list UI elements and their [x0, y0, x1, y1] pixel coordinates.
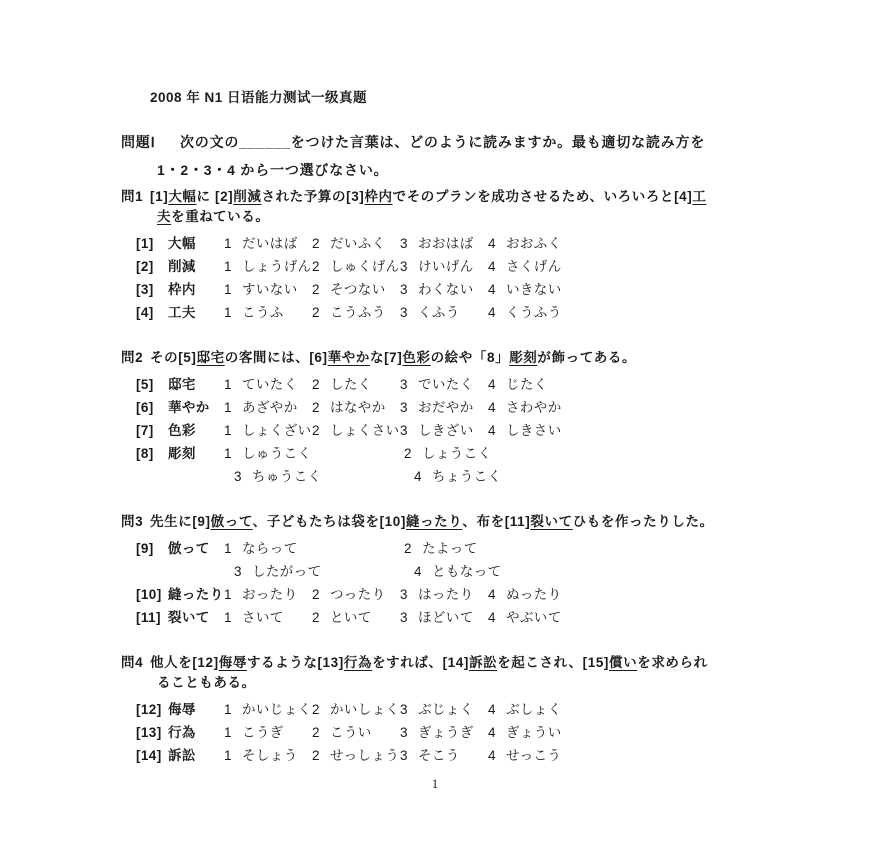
- sentence-segment: 先生に: [150, 514, 193, 529]
- option-number: 4: [488, 305, 496, 320]
- option-row: [0, 396, 870, 419]
- option-row: [0, 419, 870, 442]
- option-reading: しょうげん: [242, 259, 312, 274]
- answer-option: [312, 232, 400, 255]
- sentence-segment: 「8」: [472, 350, 510, 365]
- sentence-segment: するような: [246, 655, 318, 670]
- answer-option: [224, 537, 404, 560]
- item-word: 裂いて: [168, 610, 210, 625]
- option-reading: せっこう: [506, 748, 562, 763]
- problem-instructions-line2: 1・2・3・4 から一つ選びなさい。: [157, 162, 389, 178]
- answer-option: [404, 537, 584, 560]
- option-number: 2: [312, 305, 320, 320]
- option-number: 2: [312, 377, 320, 392]
- answer-option: [400, 606, 488, 629]
- answer-option: [414, 560, 594, 583]
- item-word: 倣って: [168, 541, 210, 556]
- answer-option: [488, 232, 576, 255]
- answer-option: [400, 419, 488, 442]
- item-number: [3]: [136, 282, 154, 297]
- sentence-segment: [4]: [674, 189, 693, 204]
- question-number-label: 問1: [121, 189, 144, 204]
- question-block: [0, 512, 870, 629]
- item-number: [8]: [136, 446, 154, 461]
- sentence-segment: 他人を: [150, 655, 193, 670]
- underlined-term: 裂いて: [530, 514, 573, 529]
- option-reading: ていたく: [242, 377, 298, 392]
- option-number: 4: [488, 587, 496, 602]
- underlined-term: 色彩: [402, 350, 431, 365]
- answer-option: [404, 442, 584, 465]
- sentence-segment: [1]: [150, 189, 169, 204]
- answer-option: [312, 606, 400, 629]
- sentence-segment: が飾ってある。: [537, 350, 637, 365]
- option-number: 3: [400, 259, 408, 274]
- option-number: 4: [414, 564, 422, 579]
- option-number: 4: [488, 236, 496, 251]
- option-reading: こうふ: [242, 305, 284, 320]
- question-sentence-line: [0, 207, 870, 227]
- answer-option: [488, 419, 576, 442]
- option-number: 1: [224, 541, 232, 556]
- option-number: 1: [224, 423, 232, 438]
- option-number: 2: [404, 446, 412, 461]
- answer-option: [488, 606, 576, 629]
- option-reading: ほどいて: [418, 610, 474, 625]
- sentence-segment: な: [369, 350, 385, 365]
- item-number: [14]: [136, 748, 162, 763]
- option-reading: おおふく: [506, 236, 562, 251]
- option-number: 1: [224, 610, 232, 625]
- option-number: 1: [224, 748, 232, 763]
- answer-option: [414, 465, 594, 488]
- item-word: 華やか: [168, 400, 210, 415]
- option-reading: おったり: [242, 587, 298, 602]
- option-reading: やぶいて: [506, 610, 562, 625]
- answer-option: [488, 721, 576, 744]
- item-word: 縫ったり: [168, 587, 224, 602]
- answer-option: [312, 744, 400, 767]
- item-number: [6]: [136, 400, 154, 415]
- answer-option: [312, 301, 400, 324]
- option-number: 3: [400, 236, 408, 251]
- underlined-term: 縫ったり: [405, 514, 463, 529]
- option-number: 3: [234, 469, 242, 484]
- option-reading: けいげん: [418, 259, 474, 274]
- option-number: 4: [488, 377, 496, 392]
- answer-option: [488, 744, 576, 767]
- item-number: [11]: [136, 610, 161, 625]
- item-number: [1]: [136, 236, 154, 251]
- option-reading: だいはば: [242, 236, 298, 251]
- answer-option: [312, 278, 400, 301]
- sentence-segment: をすれば、: [372, 655, 443, 670]
- sentence-segment: [6]: [309, 350, 328, 365]
- option-reading: いきない: [506, 282, 562, 297]
- option-reading: おだやか: [418, 400, 474, 415]
- option-reading: そしょう: [242, 748, 298, 763]
- underlined-term: 訴訟: [468, 655, 498, 670]
- option-reading: しきざい: [418, 423, 474, 438]
- sentence-segment: を起こされ、: [497, 655, 583, 670]
- questions-container: [0, 187, 870, 791]
- option-number: 3: [400, 423, 408, 438]
- option-reading: しきさい: [506, 423, 562, 438]
- answer-option: [488, 698, 576, 721]
- option-row: [0, 698, 870, 721]
- answer-option: [488, 278, 576, 301]
- option-reading: はなやか: [330, 400, 386, 415]
- underlined-term: 華やか: [327, 350, 370, 365]
- option-reading: しゅうこく: [242, 446, 312, 461]
- sentence-segment: でそのプランを成功させるため、いろいろと: [392, 189, 675, 204]
- option-number: 1: [224, 587, 232, 602]
- sentence-segment: [2]: [214, 189, 234, 204]
- answer-option: [488, 373, 576, 396]
- document-title: 2008 年 N1 日语能力测试一级真题: [150, 90, 368, 105]
- option-number: 3: [400, 400, 408, 415]
- sentence-segment: 、布を: [462, 514, 505, 529]
- question-sentence-line: [0, 512, 870, 532]
- option-reading: といて: [330, 610, 372, 625]
- option-number: 2: [312, 259, 320, 274]
- option-reading: ちょうこく: [432, 469, 502, 484]
- option-reading: でいたく: [418, 377, 474, 392]
- answer-option: [224, 396, 312, 419]
- answer-option: [224, 301, 312, 324]
- answer-option: [312, 373, 400, 396]
- option-reading: つったり: [330, 587, 386, 602]
- answer-option: [234, 465, 414, 488]
- option-row: [0, 301, 870, 324]
- option-reading: くうふう: [506, 305, 562, 320]
- option-number: 4: [488, 400, 496, 415]
- answer-option: [234, 560, 414, 583]
- option-number: 1: [224, 236, 232, 251]
- answer-option: [312, 419, 400, 442]
- answer-items: [0, 698, 870, 767]
- option-reading: ちゅうこく: [252, 469, 322, 484]
- option-row: [0, 537, 870, 560]
- option-row: [0, 744, 870, 767]
- answer-option: [400, 278, 488, 301]
- option-number: 4: [488, 725, 496, 740]
- question-sentence-line: [0, 653, 870, 673]
- option-number: 4: [488, 423, 496, 438]
- option-row: [0, 442, 870, 465]
- sentence-segment: [13]: [317, 655, 344, 670]
- option-number: 3: [400, 305, 408, 320]
- question-block: [0, 348, 870, 488]
- option-row: [0, 583, 870, 606]
- option-number: 3: [400, 377, 408, 392]
- underlined-term: 償い: [609, 655, 638, 670]
- answer-option: [224, 232, 312, 255]
- answer-option: [224, 698, 312, 721]
- underlined-term: 邸宅: [196, 350, 225, 365]
- option-row: [0, 232, 870, 255]
- answer-option: [224, 606, 312, 629]
- sentence-segment: その: [150, 350, 179, 365]
- option-reading: かいじょく: [242, 702, 312, 717]
- option-reading: ぶじょく: [418, 702, 474, 717]
- option-reading: さいて: [242, 610, 284, 625]
- item-number: [7]: [136, 423, 154, 438]
- underlined-term: 工: [692, 189, 707, 204]
- problem-number-label: 問題Ⅰ: [121, 134, 156, 150]
- option-reading: せっしょう: [330, 748, 400, 763]
- item-word: 枠内: [168, 282, 196, 297]
- option-reading: こうふう: [330, 305, 386, 320]
- item-number: [5]: [136, 377, 154, 392]
- problem-heading: [121, 132, 705, 152]
- option-number: 2: [312, 282, 320, 297]
- option-reading: あざやか: [242, 400, 298, 415]
- option-row: [0, 721, 870, 744]
- option-reading: そこう: [418, 748, 460, 763]
- item-word: 彫刻: [168, 446, 196, 461]
- option-row: [0, 278, 870, 301]
- question-number-label: 問2: [121, 350, 144, 365]
- option-reading: ぎょうい: [506, 725, 562, 740]
- option-row: [0, 560, 870, 583]
- option-number: 3: [234, 564, 242, 579]
- option-number: 3: [400, 587, 408, 602]
- option-reading: たよって: [422, 541, 478, 556]
- item-word: 削減: [168, 259, 196, 274]
- item-number: [13]: [136, 725, 162, 740]
- answer-option: [224, 744, 312, 767]
- sentence-segment: [3]: [346, 189, 365, 204]
- answer-option: [400, 583, 488, 606]
- option-number: 1: [224, 400, 232, 415]
- answer-option: [224, 278, 312, 301]
- question-block: [0, 187, 870, 324]
- option-reading: じたく: [506, 377, 548, 392]
- sentence-segment: に: [196, 189, 215, 204]
- question-sentence-line: [0, 187, 870, 207]
- answer-items: [0, 537, 870, 629]
- item-word: 色彩: [168, 423, 196, 438]
- sentence-segment: [12]: [192, 655, 219, 670]
- item-word: 邸宅: [168, 377, 196, 392]
- option-reading: ぎょうぎ: [418, 725, 474, 740]
- item-number: [10]: [136, 587, 162, 602]
- option-number: 2: [312, 610, 320, 625]
- question-sentence-line: [0, 673, 870, 693]
- option-row: [0, 465, 870, 488]
- item-number: [4]: [136, 305, 154, 320]
- option-number: 4: [414, 469, 422, 484]
- option-row: [0, 373, 870, 396]
- option-reading: おおはば: [418, 236, 474, 251]
- option-reading: そつない: [330, 282, 386, 297]
- sentence-segment: [11]: [504, 514, 531, 529]
- answer-option: [488, 583, 576, 606]
- answer-option: [224, 419, 312, 442]
- answer-option: [312, 698, 400, 721]
- option-reading: したがって: [252, 564, 322, 579]
- answer-option: [224, 442, 404, 465]
- question-number-label: 問4: [121, 655, 144, 670]
- item-word: 行為: [168, 725, 196, 740]
- item-word: 工夫: [168, 305, 196, 320]
- underlined-term: 彫刻: [509, 350, 538, 365]
- sentence-segment: の客間には、: [224, 350, 310, 365]
- option-reading: ぶしょく: [506, 702, 562, 717]
- answer-items: [0, 373, 870, 488]
- sentence-segment: ひもを作ったりした。: [572, 514, 714, 529]
- answer-option: [400, 698, 488, 721]
- option-number: 1: [224, 259, 232, 274]
- answer-option: [224, 255, 312, 278]
- option-reading: すいない: [242, 282, 298, 297]
- option-number: 2: [312, 236, 320, 251]
- option-reading: しゅくげん: [330, 259, 400, 274]
- option-number: 1: [224, 305, 232, 320]
- option-reading: ならって: [242, 541, 298, 556]
- sentence-segment: を重ねている。: [171, 209, 270, 224]
- answer-option: [400, 396, 488, 419]
- underlined-term: 夫: [157, 209, 172, 224]
- sentence-segment: [15]: [582, 655, 610, 670]
- sentence-segment: [9]: [192, 514, 211, 529]
- option-number: 2: [312, 748, 320, 763]
- sentence-segment: [14]: [442, 655, 469, 670]
- answer-items: [0, 232, 870, 324]
- sentence-segment: [7]: [384, 350, 403, 365]
- underlined-term: 倣って: [210, 514, 253, 529]
- option-reading: ぬったり: [506, 587, 562, 602]
- answer-option: [400, 255, 488, 278]
- item-number: [9]: [136, 541, 154, 556]
- option-reading: わくない: [418, 282, 474, 297]
- option-reading: さわやか: [506, 400, 562, 415]
- page-number: 1: [431, 776, 439, 791]
- sentence-segment: 、子どもたちは袋を: [252, 514, 380, 529]
- answer-option: [312, 396, 400, 419]
- option-reading: しょくざい: [242, 423, 312, 438]
- question-block: [0, 653, 870, 767]
- answer-option: [488, 301, 576, 324]
- option-reading: さくげん: [506, 259, 562, 274]
- question-number-label: 問3: [121, 514, 144, 529]
- answer-option: [224, 373, 312, 396]
- option-number: 3: [400, 748, 408, 763]
- option-number: 4: [488, 748, 496, 763]
- option-number: 4: [488, 259, 496, 274]
- sentence-segment: [10]: [379, 514, 406, 529]
- option-reading: しょうこく: [422, 446, 492, 461]
- option-row: [0, 606, 870, 629]
- option-reading: だいふく: [330, 236, 386, 251]
- underlined-term: 大幅: [168, 189, 197, 204]
- option-reading: したく: [330, 377, 372, 392]
- option-number: 2: [312, 587, 320, 602]
- answer-option: [224, 583, 312, 606]
- underlined-term: 枠内: [364, 189, 393, 204]
- option-number: 4: [488, 610, 496, 625]
- item-word: 侮辱: [168, 702, 196, 717]
- option-reading: ともなって: [432, 564, 502, 579]
- option-number: 2: [312, 400, 320, 415]
- option-number: 2: [312, 725, 320, 740]
- option-row: [0, 255, 870, 278]
- answer-option: [400, 373, 488, 396]
- answer-option: [400, 301, 488, 324]
- item-number: [12]: [136, 702, 162, 717]
- sentence-segment: の絵や: [430, 350, 473, 365]
- answer-option: [312, 721, 400, 744]
- underlined-term: 削減: [233, 189, 262, 204]
- question-sentence-line: [0, 348, 870, 368]
- option-number: 3: [400, 282, 408, 297]
- underlined-term: 行為: [343, 655, 373, 670]
- item-word: 大幅: [168, 236, 196, 251]
- option-number: 1: [224, 282, 232, 297]
- option-reading: こうぎ: [242, 725, 284, 740]
- sentence-segment: ることもある。: [157, 675, 256, 690]
- item-word: 訴訟: [168, 748, 196, 763]
- item-number: [2]: [136, 259, 154, 274]
- option-reading: くふう: [418, 305, 460, 320]
- sentence-segment: された予算の: [261, 189, 347, 204]
- answer-option: [224, 721, 312, 744]
- option-number: 1: [224, 446, 232, 461]
- sentence-segment: を求められ: [637, 655, 708, 670]
- option-number: 1: [224, 725, 232, 740]
- option-number: 2: [312, 702, 320, 717]
- option-number: 1: [224, 702, 232, 717]
- problem-instructions-line1: 次の文の______をつけた言葉は、どのように読みますか。最も適切な読み方を: [180, 134, 706, 150]
- answer-option: [488, 396, 576, 419]
- option-reading: しょくさい: [330, 423, 400, 438]
- option-reading: かいしょく: [330, 702, 400, 717]
- option-number: 3: [400, 610, 408, 625]
- option-number: 2: [404, 541, 412, 556]
- option-number: 1: [224, 377, 232, 392]
- answer-option: [312, 583, 400, 606]
- option-reading: こうい: [330, 725, 372, 740]
- option-number: 3: [400, 702, 408, 717]
- answer-option: [400, 721, 488, 744]
- answer-option: [400, 232, 488, 255]
- answer-option: [312, 255, 400, 278]
- option-number: 3: [400, 725, 408, 740]
- answer-option: [400, 744, 488, 767]
- option-number: 4: [488, 282, 496, 297]
- option-number: 4: [488, 702, 496, 717]
- answer-option: [488, 255, 576, 278]
- option-number: 2: [312, 423, 320, 438]
- option-reading: はったり: [418, 587, 474, 602]
- sentence-segment: [5]: [178, 350, 197, 365]
- underlined-term: 侮辱: [218, 655, 247, 670]
